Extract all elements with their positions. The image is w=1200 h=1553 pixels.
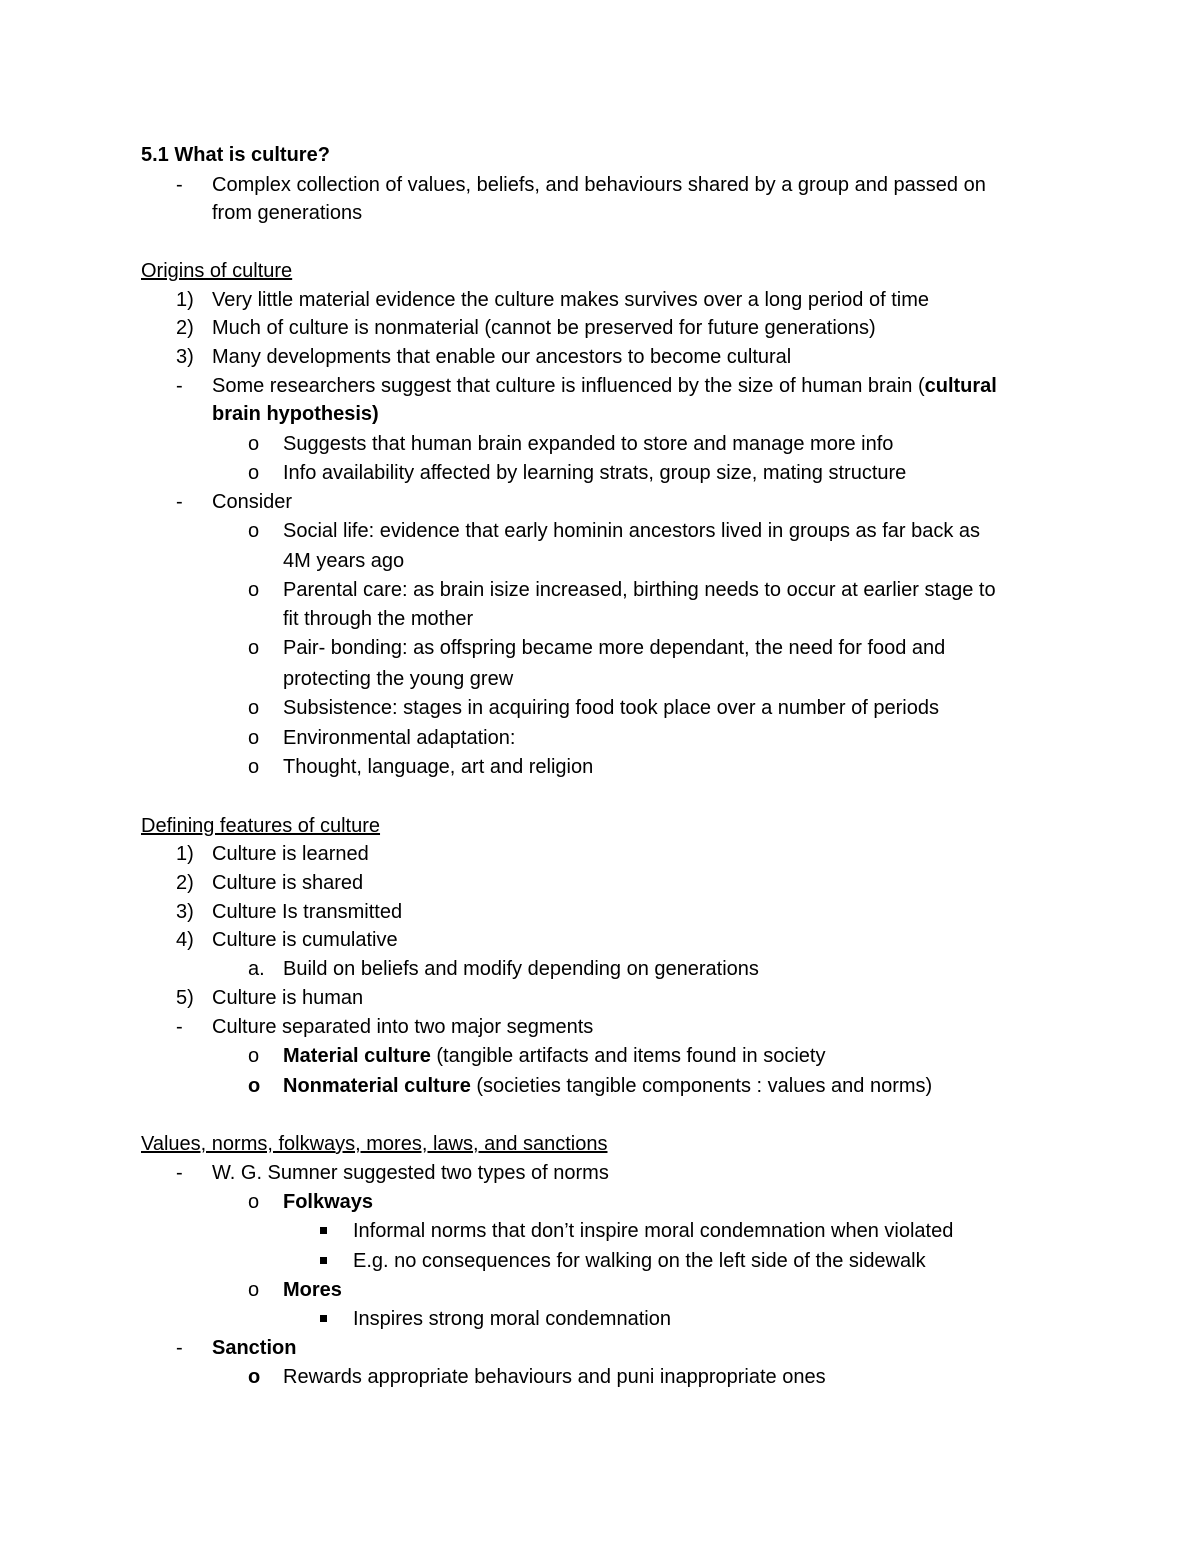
number-marker: 4): [176, 929, 194, 951]
consider-item-2-line-1: Parental care: as brain isize increased, birthing needs to occur at earlier stage to: [283, 579, 996, 601]
sanction-term: Sanction: [212, 1337, 297, 1359]
bullet-o: o: [248, 520, 260, 542]
nonmaterial-culture-line: [283, 1072, 932, 1101]
bullet-dash: -: [176, 1016, 183, 1038]
definition-line-1: Complex collection of values, beliefs, and behaviours shared by a group and passed on: [212, 174, 986, 196]
researchers-bold: cultural: [924, 375, 997, 397]
bullet-o: o: [248, 579, 260, 601]
origins-sub-1: Suggests that human brain expanded to store and manage more info: [283, 433, 894, 455]
square-bullet-icon: [316, 1217, 323, 1246]
origins-item-2: Much of culture is nonmaterial (cannot be preserved for future generations): [212, 317, 876, 339]
bullet-o: o: [248, 433, 260, 455]
bullet-o: o: [248, 1075, 261, 1097]
number-marker: 2): [176, 317, 194, 339]
bullet-dash: -: [176, 1337, 183, 1359]
bullet-o: o: [248, 462, 260, 484]
researchers-line-2: brain hypothesis): [212, 403, 379, 425]
bullet-o: o: [248, 697, 260, 719]
bullet-o: o: [248, 637, 260, 659]
bullet-dash: -: [176, 1162, 183, 1184]
bullet-o: o: [248, 727, 260, 749]
consider-item-6: Thought, language, art and religion: [283, 756, 594, 778]
researchers-text: Some researchers suggest that culture is influenced by the size of human brain (: [212, 375, 925, 397]
feature-5: Culture is human: [212, 987, 364, 1009]
folkways-term: Folkways: [283, 1191, 374, 1213]
consider-item-3-line-2: protecting the young grew: [283, 668, 514, 690]
consider-item-1-line-2: 4M years ago: [283, 550, 405, 572]
square-bullet-icon: [316, 1305, 323, 1334]
bullet-dash: -: [176, 174, 183, 196]
consider-label: Consider: [212, 491, 293, 513]
material-culture-line: [283, 1042, 825, 1071]
bullet-o: o: [248, 1279, 260, 1301]
section-heading: 5.1 What is culture?: [141, 144, 330, 166]
number-marker: 3): [176, 901, 194, 923]
bullet-o: o: [248, 756, 260, 778]
consider-item-3-line-1: Pair- bonding: as offspring became more dependant, the need for food and: [283, 637, 946, 659]
consider-item-4: Subsistence: stages in acquiring food took place over a number of periods: [283, 697, 939, 719]
bullet-dash: -: [176, 375, 183, 397]
folkways-point-1: Informal norms that don’t inspire moral condemnation when violated: [353, 1220, 954, 1242]
mores-point-1: Inspires strong moral condemnation: [353, 1308, 671, 1330]
material-culture-desc: (tangible artifacts and items found in society: [430, 1045, 826, 1067]
sumner-line: W. G. Sumner suggested two types of norms: [212, 1162, 609, 1184]
norms-heading: Values, norms, folkways, mores, laws, and sanctions: [141, 1133, 608, 1155]
square-bullet-icon: [316, 1247, 323, 1276]
origins-item-3: Many developments that enable our ancestors to become cultural: [212, 346, 792, 368]
definition-line-2: from generations: [212, 202, 363, 224]
bullet-dash: -: [176, 491, 183, 513]
letter-marker: a.: [248, 958, 265, 980]
number-marker: 2): [176, 872, 194, 894]
origins-sub-2: Info availability affected by learning strats, group size, mating structure: [283, 462, 907, 484]
number-marker: 1): [176, 289, 194, 311]
segments-line: Culture separated into two major segments: [212, 1016, 594, 1038]
folkways-point-2: E.g. no consequences for walking on the left side of the sidewalk: [353, 1250, 926, 1272]
feature-2: Culture is shared: [212, 872, 364, 894]
consider-item-2-line-2: fit through the mother: [283, 608, 474, 630]
bullet-o: o: [248, 1191, 260, 1213]
feature-3: Culture Is transmitted: [212, 901, 403, 923]
number-marker: 3): [176, 346, 194, 368]
features-heading: Defining features of culture: [141, 815, 381, 837]
mores-term: Mores: [283, 1279, 342, 1301]
bullet-o: o: [248, 1045, 260, 1067]
feature-4a: Build on beliefs and modify depending on generations: [283, 958, 759, 980]
number-marker: 1): [176, 843, 194, 865]
feature-4: Culture is cumulative: [212, 929, 398, 951]
nonmaterial-culture-term: Nonmaterial culture: [283, 1075, 471, 1097]
origins-heading: Origins of culture: [141, 260, 293, 282]
origins-item-1: Very little material evidence the culture makes survives over a long period of time: [212, 289, 930, 311]
consider-item-5: Environmental adaptation:: [283, 727, 516, 749]
researchers-line-1: [212, 372, 997, 401]
consider-item-1-line-1: Social life: evidence that early hominin ancestors lived in groups as far back as: [283, 520, 981, 542]
bullet-o: o: [248, 1366, 261, 1388]
number-marker: 5): [176, 987, 194, 1009]
feature-1: Culture is learned: [212, 843, 369, 865]
material-culture-term: Material culture: [283, 1045, 431, 1067]
nonmaterial-culture-desc: (societies tangible components : values and norms): [470, 1075, 933, 1097]
sanction-point-1: Rewards appropriate behaviours and puni inappropriate ones: [283, 1366, 826, 1388]
